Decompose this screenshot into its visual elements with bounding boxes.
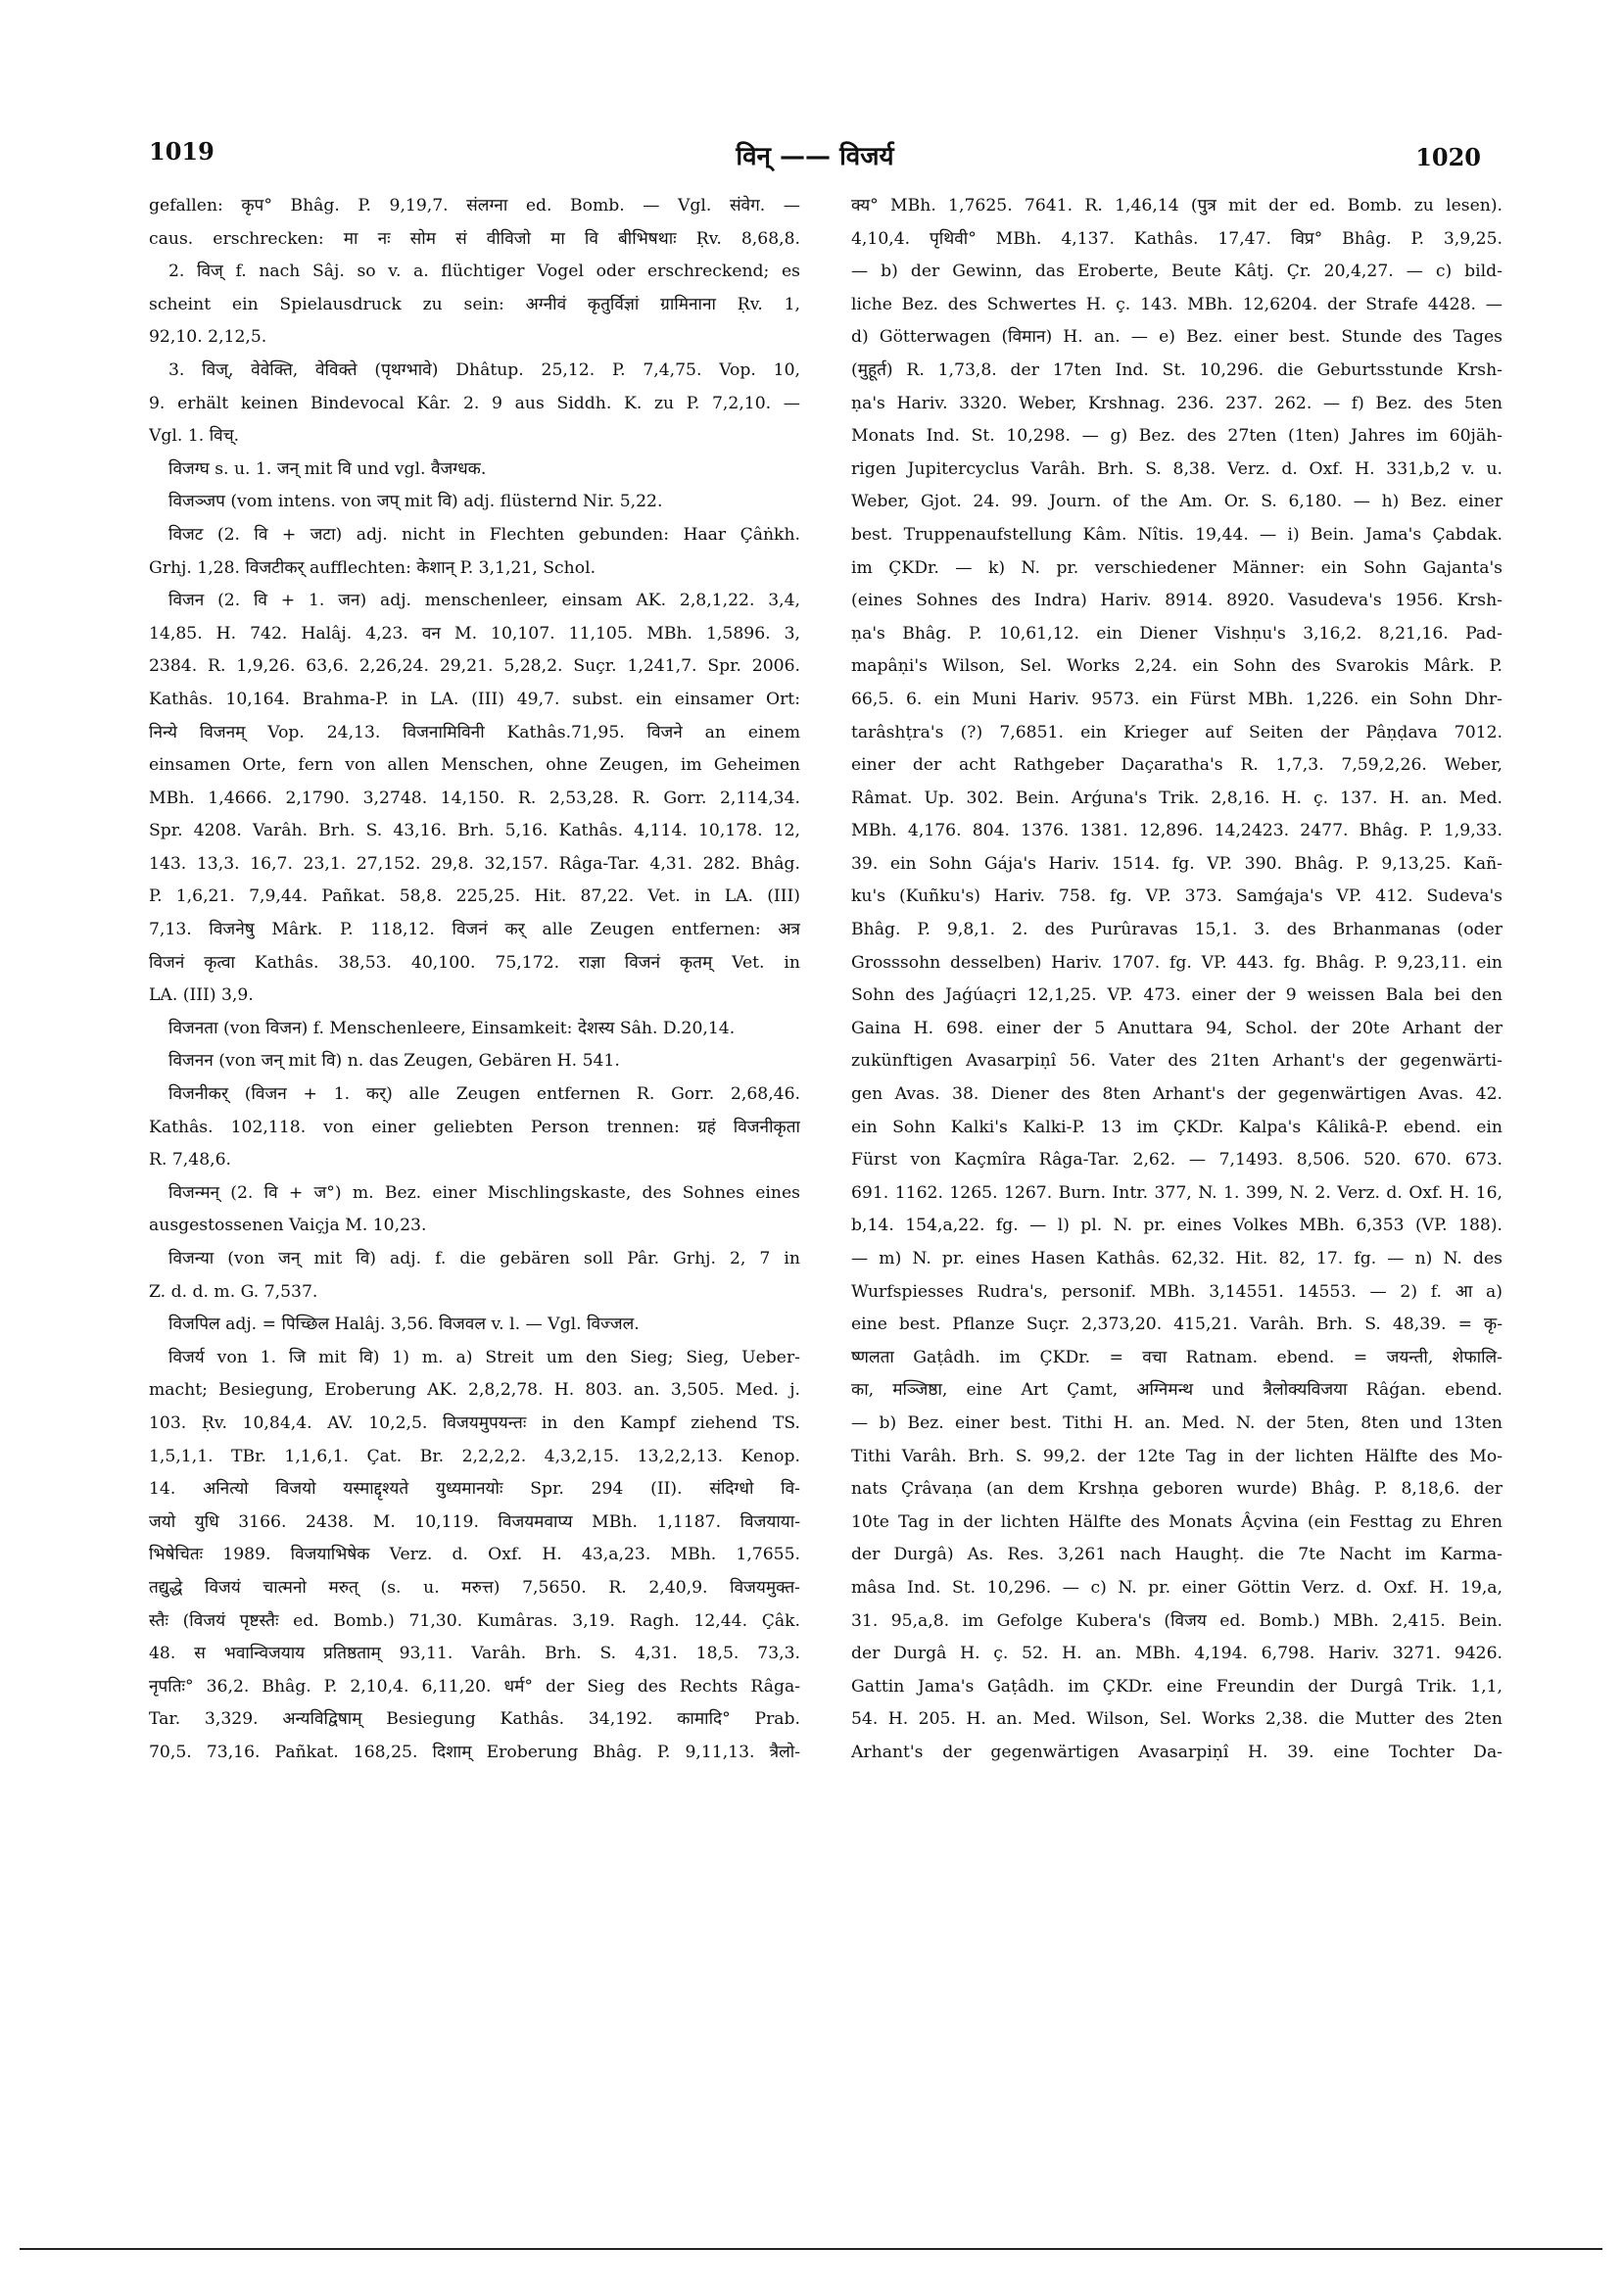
text-line: Z. d. d. m. G. 7,537.	[149, 1281, 318, 1302]
text-line: scheint ein Spielausdruck zu sein: अग्नीवं कृतुर्विज्ञां ग्रामिनाना Ṛv. 1,	[149, 294, 800, 314]
text-line: — b) der Gewinn, das Eroberte, Beute Kâtj. Çr. 20,4,27. — c) bild-	[851, 262, 1503, 282]
text-line: स्तैः (विजयं पृष्टस्तैः ed. Bomb.) 71,30. Kumâras. 3,19. Ragh. 12,44. Çâk.	[149, 1610, 800, 1631]
text-line: zukünftigen Avasarpiṇî 56. Vater des 21ten Arhant's der gegenwärti-	[851, 1051, 1503, 1072]
text-line: der Durgâ H. ç. 52. H. an. MBh. 4,194. 6,798. Hariv. 3271. 9426.	[851, 1644, 1503, 1664]
text-line: जयो युधि 3166. 2438. M. 10,119. विजयमवाप्य MBh. 1,1187. विजयाया-	[149, 1511, 800, 1532]
text-line: mapâṇi's Wilson, Sel. Works 2,24. ein Sohn des Svarokis Mârk. P.	[851, 656, 1503, 677]
text-line: तद्युद्धे विजयं चात्मनो मरुत् (s. u. मरुत्त) 7,5650. R. 2,40,9. विजयमुक्त-	[149, 1577, 800, 1598]
text-line: 54. H. 205. H. an. Med. Wilson, Sel. Works 2,38. die Mutter des 2ten	[851, 1709, 1503, 1730]
text-line: निन्ये विजनम् Vop. 24,13. विजनामिविनी Kathâs.71,95. विजने an einem	[149, 722, 800, 742]
text-line: क्य° MBh. 1,7625. 7641. R. 1,46,14 (पुत्र mit der ed. Bomb. zu lesen).	[851, 196, 1503, 215]
text-line: Gaina H. 698. einer der 5 Anuttara 94, Schol. der 20te Arhant der	[851, 1018, 1503, 1038]
text-line: 14,85. H. 742. Halâj. 4,23. वन M. 10,107. 11,105. MBh. 1,5896. 3,	[149, 623, 800, 644]
text-line: liche Bez. des Schwertes H. ç. 143. MBh. 12,6204. der Strafe 4428. —	[851, 294, 1503, 314]
text-line: Grhj. 1,28. विजटीकर् aufflechten: केशान् P. 3,1,21, Schol.	[149, 557, 596, 578]
text-line: Tar. 3,329. अन्यविद्विषाम् Besiegung Kathâs. 34,192. कामादि° Prab.	[149, 1709, 800, 1730]
text-line: caus. erschrecken: मा नः सोम सं वीविजो मा वि बीभिषथाः Ṛv. 8,68,8.	[149, 228, 800, 249]
text-line: P. 1,6,21. 7,9,44. Pañkat. 58,8. 225,25. Hit. 87,22. Vet. in LA. (III)	[149, 886, 800, 907]
text-line: 2384. R. 1,9,26. 63,6. 2,26,24. 29,21. 5,28,2. Suçr. 1,241,7. Spr. 2006.	[149, 656, 800, 677]
text-line: ausgestossenen Vaiçja M. 10,23.	[149, 1216, 427, 1236]
text-line: Arhant's der gegenwärtigen Avasarpiṇî H. 39. eine Tochter Da-	[851, 1742, 1503, 1762]
text-line: Monats Ind. St. 10,298. — g) Bez. des 27ten (1ten) Jahres im 60jäh-	[851, 426, 1503, 447]
text-line: Kathâs. 102,118. von einer geliebten Person trennen: ग्रहं विजनीकृता	[149, 1117, 800, 1137]
text-line: im ÇKDr. — k) N. pr. verschiedener Männer: ein Sohn Gajanta's	[851, 557, 1503, 578]
text-line: Grosssohn desselben) Hariv. 1707. fg. VP. 443. fg. Bhâg. P. 9,23,11. ein	[851, 952, 1503, 973]
text-line: 143. 13,3. 16,7. 23,1. 27,152. 29,8. 32,157. Râga-Tar. 4,31. 282. Bhâg.	[149, 853, 800, 874]
text-line: Vgl. 1. विच्.	[149, 426, 240, 447]
text-line: MBh. 4,176. 804. 1376. 1381. 12,896. 14,2423. 2477. Bhâg. P. 1,9,33.	[851, 821, 1503, 841]
text-line: Tithi Varâh. Brh. S. 99,2. der 12te Tag in der lichten Hälfte des Mo-	[851, 1446, 1503, 1466]
text-line: R. 7,48,6.	[149, 1150, 231, 1171]
text-line: विजनन (von जन् mit वि) n. das Zeugen, Gebären H. 541.	[168, 1051, 620, 1072]
text-line: विजपिल adj. = पिच्छिल Halâj. 3,56. विजवल v. l. — Vgl. विज्जल.	[168, 1315, 640, 1335]
text-line: विजन (2. वि + 1. जन) adj. menschenleer, einsam AK. 2,8,1,22. 3,4,	[168, 591, 800, 611]
text-line: भिषेचितः 1989. विजयाभिषेक Verz. d. Oxf. H. 43,a,23. MBh. 1,7655.	[149, 1545, 800, 1565]
text-line: विजन्या (von जन् mit वि) adj. f. die gebären soll Pâr. Grhj. 2, 7 in	[168, 1249, 800, 1268]
text-line: best. Truppenaufstellung Kâm. Nîtis. 19,44. — i) Bein. Jama's Çabdak.	[851, 524, 1503, 545]
text-line: 66,5. 6. ein Muni Hariv. 9573. ein Fürst MBh. 1,226. ein Sohn Dhr-	[851, 689, 1503, 709]
text-line: gefallen: कृप° Bhâg. P. 9,19,7. संलग्ना ed. Bomb. — Vgl. संवेग. —	[149, 196, 800, 215]
text-line: 2. विज् f. nach Sâj. so v. a. flüchtiger Vogel oder erschreckend; es	[168, 262, 800, 282]
text-line: विजनीकर् (विजन + 1. कर्) alle Zeugen entfernen R. Gorr. 2,68,46.	[168, 1084, 800, 1105]
text-line: 39. ein Sohn Gája's Hariv. 1514. fg. VP. 390. Bhâg. P. 9,13,25. Kañ-	[851, 853, 1503, 874]
text-line: einer der acht Rathgeber Daçaratha's R. 1,7,3. 7,59,2,26. Weber,	[851, 755, 1503, 776]
text-line: nats Çrâvaṇa (an dem Krshṇa geboren wurde) Bhâg. P. 8,18,6. der	[851, 1479, 1503, 1500]
text-line: विजट (2. वि + जटा) adj. nicht in Flechten gebunden: Haar Çâṅkh.	[168, 524, 800, 545]
running-head: विन् —— विजर्य	[736, 142, 894, 171]
text-line: 1,5,1,1. TBr. 1,1,6,1. Çat. Br. 2,2,2,2. 4,3,2,15. 13,2,2,13. Kenop.	[149, 1446, 800, 1466]
text-line: विजनं कृत्वा Kathâs. 38,53. 40,100. 75,172. राज्ञा विजनं कृतम् Vet. in	[149, 952, 800, 973]
text-line: 9. erhält keinen Bindevocal Kâr. 2. 9 aus Siddh. K. zu P. 7,2,10. —	[149, 393, 800, 413]
page-number-left: 1019	[149, 137, 215, 166]
page-number-right: 1020	[1415, 143, 1481, 171]
text-line: b,14. 154,a,22. fg. — l) pl. N. pr. eines Volkes MBh. 6,353 (VP. 188).	[851, 1216, 1503, 1236]
text-line: Gattin Jama's Gaṭâdh. im ÇKDr. eine Freundin der Durgâ Trik. 1,1,	[851, 1676, 1503, 1697]
text-line: विजर्य von 1. जि mit वि) 1) m. a) Streit um den Sieg; Sieg, Ueber-	[168, 1347, 800, 1367]
text-line: der Durgâ) As. Res. 3,261 nach Haughț. die 7te Nacht im Karma-	[851, 1545, 1503, 1565]
text-line: 103. Ṛv. 10,84,4. AV. 10,2,5. विजयमुपयन्तः in den Kampf ziehend TS.	[149, 1412, 800, 1433]
right-column	[851, 190, 1503, 1770]
text-line: tarâshṭra's (?) 7,6851. ein Krieger auf Seiten der Pâṇḍava 7012.	[851, 722, 1503, 742]
text-line: 31. 95,a,8. im Gefolge Kubera's (विजय ed. Bomb.) MBh. 2,415. Bein.	[851, 1610, 1503, 1631]
text-line: 70,5. 73,16. Pañkat. 168,25. दिशाम् Eroberung Bhâg. P. 9,11,13. त्रैलो-	[149, 1742, 800, 1762]
text-line: विजग्घ s. u. 1. जन् mit वि und vgl. वैजग्धक.	[168, 458, 487, 479]
text-line: ṇa's Bhâg. P. 10,61,12. ein Diener Vishṇu's 3,16,2. 8,21,16. Pad-	[851, 623, 1503, 644]
text-line: 4,10,4. पृथिवी° MBh. 4,137. Kathâs. 17,47. विप्र° Bhâg. P. 3,9,25.	[851, 228, 1503, 249]
text-line: 48. स भवान्विजयाय प्रतिष्ठताम् 93,11. Varâh. Brh. S. 4,31. 18,5. 73,3.	[149, 1644, 800, 1664]
text-line: नृपतिः° 36,2. Bhâg. P. 2,10,4. 6,11,20. धर्म° der Sieg des Rechts Râga-	[149, 1676, 800, 1697]
text-line: Bhâg. P. 9,8,1. 2. des Purûravas 15,1. 3. des Brhanmanas (oder	[851, 920, 1503, 940]
text-line: विजञ्जप (vom intens. von जप् mit वि) adj. flüsternd Nir. 5,22.	[168, 492, 663, 512]
text-line: ष्णलता Gaṭâdh. im ÇKDr. = वचा Ratnam. ebend. = जयन्ती, शेफालि-	[851, 1347, 1503, 1367]
text-line: 3. विज्, वेवेक्ति, वेविक्ते (पृथग्भावे) Dhâtup. 25,12. P. 7,4,75. Vop. 10,	[168, 359, 800, 380]
text-line: 691. 1162. 1265. 1267. Burn. Intr. 377, N. 1. 399, N. 2. Verz. d. Oxf. H. 16,	[851, 1182, 1503, 1203]
text-line: ein Sohn Kalki's Kalki-P. 13 im ÇKDr. Kalpa's Kâlikâ-P. ebend. ein	[851, 1117, 1503, 1137]
text-line: mâsa Ind. St. 10,296. — c) N. pr. einer Göttin Verz. d. Oxf. H. 19,a,	[851, 1577, 1503, 1598]
text-line: — m) N. pr. eines Hasen Kathâs. 62,32. Hit. 82, 17. fg. — n) N. des	[851, 1249, 1503, 1268]
text-line: Râmat. Up. 302. Bein. Arǵuna's Trik. 2,8,16. H. ç. 137. H. an. Med.	[851, 788, 1503, 808]
text-line: einsamen Orte, fern von allen Menschen, ohne Zeugen, im Geheimen	[149, 755, 800, 776]
text-line: का, मञ्जिष्ठा, eine Art Çamt, अग्निमन्थ und त्रैलोक्यविजया Râǵan. ebend.	[851, 1380, 1503, 1401]
page-header	[149, 137, 1481, 176]
text-line: rigen Jupitercyclus Varâh. Brh. S. 8,38. Verz. d. Oxf. H. 331,b,2 v. u.	[851, 458, 1503, 479]
text-line: Spr. 4208. Varâh. Brh. S. 43,16. Brh. 5,16. Kathâs. 4,114. 10,178. 12,	[149, 821, 800, 841]
text-line: 14. अनित्यो विजयो यस्माद्दृश्यते युध्यमानयोः Spr. 294 (II). संदिग्धो वि-	[149, 1479, 800, 1500]
text-line: — b) Bez. einer best. Tithi H. an. Med. N. der 5ten, 8ten und 13ten	[851, 1412, 1503, 1433]
text-line: LA. (III) 3,9.	[149, 985, 254, 1006]
footer-rule	[20, 2248, 1602, 2250]
text-line: 7,13. विजनेषु Mârk. P. 118,12. विजनं कर् alle Zeugen entfernen: अत्र	[149, 920, 800, 940]
text-line: gen Avas. 38. Diener des 8ten Arhant's der gegenwärtigen Avas. 42.	[851, 1084, 1503, 1105]
left-column	[149, 190, 800, 1770]
text-line: (मुहूर्त) R. 1,73,8. der 17ten Ind. St. 10,296. die Geburtsstunde Krsh-	[851, 359, 1503, 380]
text-line: (eines Sohnes des Indra) Hariv. 8914. 8920. Vasudeva's 1956. Krsh-	[851, 591, 1503, 611]
text-line: eine best. Pflanze Suçr. 2,373,20. 415,21. Varâh. Brh. S. 48,39. = कृ-	[851, 1315, 1503, 1335]
text-line: Kathâs. 10,164. Brahma-P. in LA. (III) 49,7. subst. ein einsamer Ort:	[149, 689, 800, 709]
text-line: Fürst von Kaçmîra Râga-Tar. 2,62. — 7,1493. 8,506. 520. 670. 673.	[851, 1150, 1503, 1171]
text-line: MBh. 1,4666. 2,1790. 3,2748. 14,150. R. 2,53,28. R. Gorr. 2,114,34.	[149, 788, 800, 808]
text-line: विजनता (von विजन) f. Menschenleere, Einsamkeit: देशस्य Sâh. D.20,14.	[168, 1018, 736, 1038]
text-line: विजन्मन् (2. वि + ज°) m. Bez. einer Mischlingskaste, des Sohnes eines	[168, 1182, 800, 1203]
text-line: ṇa's Hariv. 3320. Weber, Krshnag. 236. 237. 262. — f) Bez. des 5ten	[851, 393, 1503, 413]
text-line: 10te Tag in der lichten Hälfte des Monats Âçvina (ein Festtag zu Ehren	[851, 1511, 1503, 1532]
text-line: ku's (Kuñku's) Hariv. 758. fg. VP. 373. Samǵaja's VP. 412. Sudeva's	[851, 886, 1503, 907]
text-line: Weber, Gjot. 24. 99. Journ. of the Am. Or. S. 6,180. — h) Bez. einer	[851, 492, 1503, 512]
text-line: d) Götterwagen (विमान) H. an. — e) Bez. einer best. Stunde des Tages	[851, 327, 1503, 348]
text-line: 92,10. 2,12,5.	[149, 327, 267, 348]
text-line: Wurfspiesses Rudra's, personif. MBh. 3,14551. 14553. — 2) f. आ a)	[851, 1281, 1503, 1302]
text-line: macht; Besiegung, Eroberung AK. 2,8,2,78. H. 803. an. 3,505. Med. j.	[149, 1380, 800, 1401]
text-line: Sohn des Jaǵúaçri 12,1,25. VP. 473. einer der 9 weissen Bala bei den	[851, 985, 1503, 1006]
